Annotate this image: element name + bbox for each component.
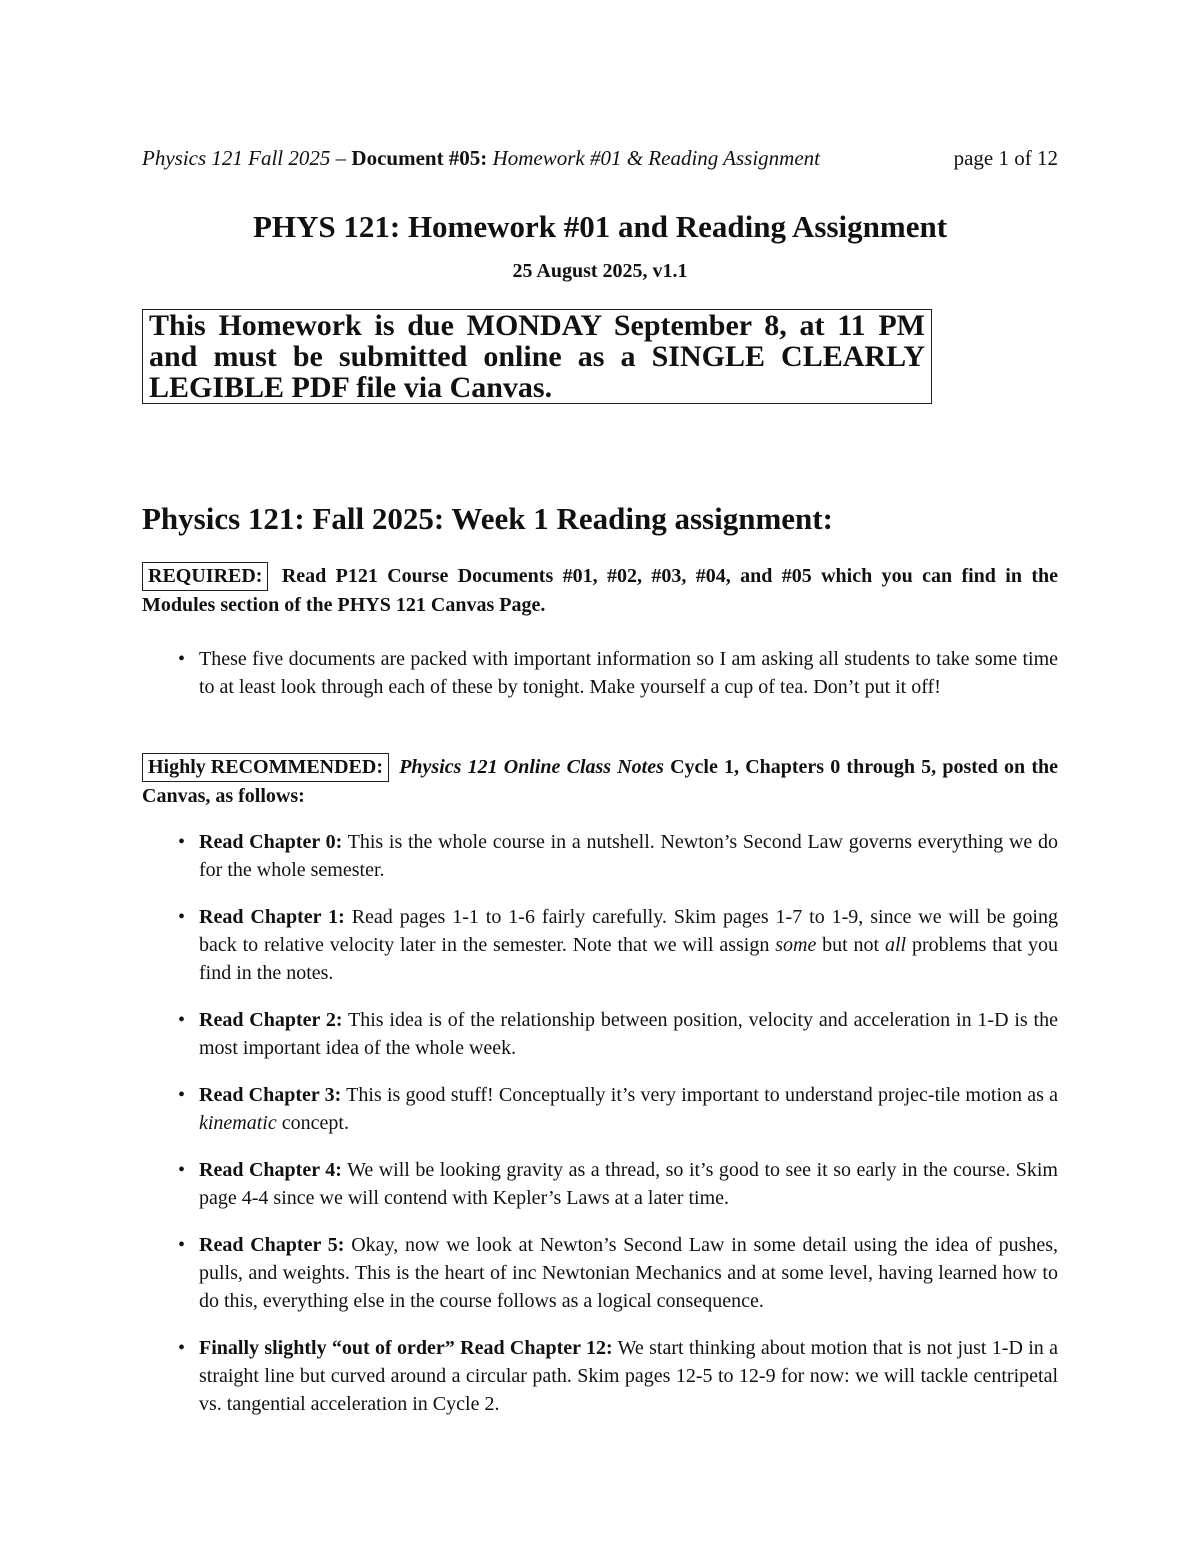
required-label: REQUIRED:: [142, 562, 268, 591]
bullet-text: Read pages 1-1 to 1-6 fairly carefully. Skim pages 1-7 to 1-9, since we will be going back to relative velocity later in the semester. Note that we will assign: [199, 906, 1058, 956]
required-paragraph: [142, 562, 1058, 620]
bullet-text: problems that you find in the notes.: [199, 934, 1059, 984]
bullet-text: This idea is of the relationship between position, velocity and acceleration in 1-D is the most important idea of the whole week.: [199, 1009, 1058, 1059]
list-item: [142, 1006, 1058, 1062]
header-course: Physics 121 Fall 2025 –: [142, 146, 347, 170]
bullet-emphasis: all: [884, 934, 907, 956]
header-left: [142, 146, 820, 170]
bullet-lead: Read Chapter 1:: [199, 906, 345, 928]
required-text: Read P121 Course Documents #01, #02, #03, #04, and #05 which you can find in the Modules section of the PHYS 121 Canvas Page.: [142, 565, 1058, 616]
bullet-emphasis: kinematic: [199, 1112, 277, 1134]
bullet-icon: •: [178, 648, 186, 670]
bullet-text: This is good stuff! Conceptually it’s very important to understand projec-tile motion as a: [346, 1084, 1058, 1106]
bullet-icon: •: [178, 1084, 186, 1106]
bullet-icon: •: [178, 831, 186, 853]
bullet-icon: •: [178, 1009, 186, 1031]
list-item: [142, 1156, 1058, 1212]
header-doc-number: Document #05:: [351, 146, 488, 170]
list-item: [142, 903, 1058, 987]
recommended-text: Cycle 1, Chapters 0 through 5, posted on the Canvas, as follows:: [142, 756, 1059, 807]
list-item: [142, 1334, 1058, 1418]
bullet-lead: Read Chapter 2:: [199, 1009, 343, 1031]
recommended-label: Highly RECOMMENDED:: [142, 753, 389, 782]
bullet-text: We start thinking about motion that is not just 1-D in a straight line but curved around a circular path. Skim pages 12-5 to 12-9 for now: we will tackle centripetal vs. tangential acceleration in Cycle 2.: [199, 1337, 1058, 1415]
bullet-text: Okay, now we look at Newton’s Second Law in some detail using the idea of pushes, pulls, and weights. This is the heart of inc Newtonian Mechanics and at some level, having learned how to do this, everything else in the course follows as a logical consequence.: [199, 1234, 1059, 1312]
header-page-number: page 1 of 12: [953, 146, 1058, 170]
bullet-text: This is the whole course in a nutshell. Newton’s Second Law governs everything we do for the whole semester.: [199, 831, 1058, 881]
list-item: [142, 1081, 1058, 1137]
bullet-text: These five documents are packed with important information so I am asking all students to take some time to at least look through each of these by tonight. Make yourself a cup of tea. Don’t put it off!: [199, 648, 1058, 698]
bullet-text: concept.: [281, 1112, 349, 1134]
bullet-lead: Finally slightly “out of order” Read Chapter 12:: [199, 1337, 613, 1359]
list-item: [142, 1231, 1058, 1315]
chapter-bullet-list: [142, 828, 1058, 1437]
document-title: PHYS 121: Homework #01 and Reading Assignment: [252, 209, 948, 244]
bullet-emphasis: some: [775, 934, 817, 956]
bullet-lead: Read Chapter 4:: [199, 1159, 342, 1181]
bullet-text: but not: [822, 934, 880, 956]
reading-assignment-heading: Physics 121: Fall 2025: Week 1 Reading assignment:: [142, 501, 833, 536]
bullet-text: We will be looking gravity as a thread, so it’s good to see it so early in the course. Skim page 4-4 since we will contend with Kepler’s Laws at a later time.: [199, 1159, 1058, 1209]
recommended-source: Physics 121 Online Class Notes: [399, 756, 664, 778]
bullet-lead: Read Chapter 0:: [199, 831, 343, 853]
header-doc-title: Homework #01 & Reading Assignment: [492, 146, 820, 170]
bullet-icon: •: [178, 1337, 186, 1359]
required-bullet-list: [142, 645, 1058, 720]
bullet-lead: Read Chapter 3:: [199, 1084, 342, 1106]
bullet-lead: Read Chapter 5:: [199, 1234, 345, 1256]
bullet-icon: •: [178, 1234, 186, 1256]
list-item: [142, 645, 1058, 701]
document-date-version: 25 August 2025, v1.1: [512, 260, 688, 282]
list-item: [142, 828, 1058, 884]
due-date-notice: This Homework is due MONDAY September 8, at 11 PM and must be submitted online as a SINGLE CLEARLY LEGIBLE PDF file via Canvas.: [142, 309, 932, 404]
bullet-icon: •: [178, 1159, 186, 1181]
recommended-paragraph: [142, 753, 1058, 811]
running-header: [142, 145, 1058, 171]
bullet-icon: •: [178, 906, 186, 928]
